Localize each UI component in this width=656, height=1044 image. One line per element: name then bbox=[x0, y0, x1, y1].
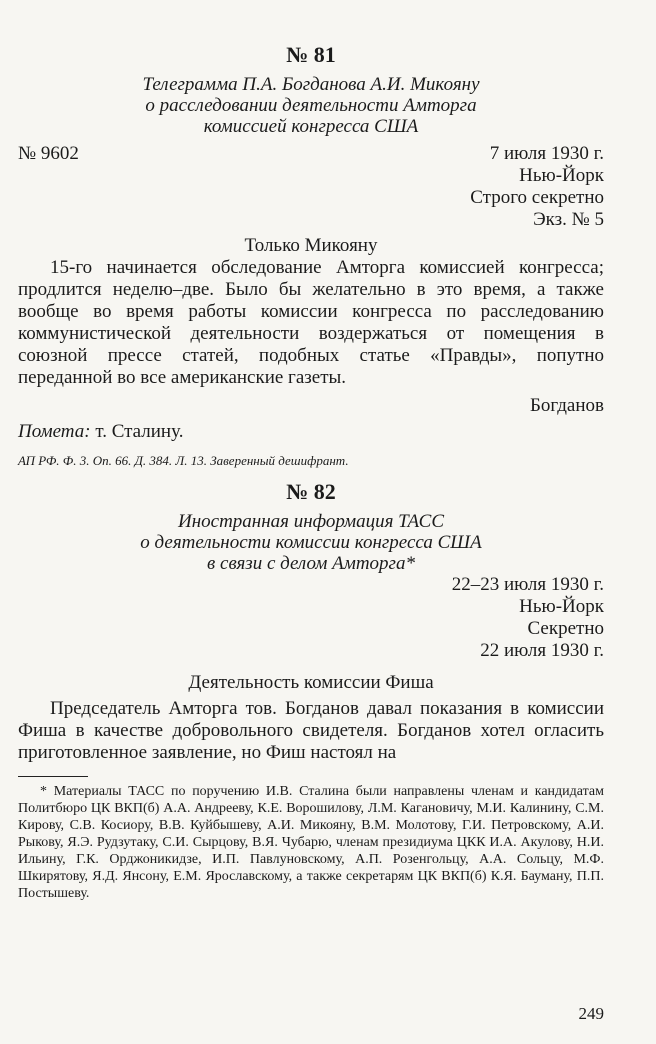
secrecy-label: Строго секретно bbox=[470, 187, 604, 208]
section-heading: Деятельность комиссии Фиша bbox=[188, 672, 434, 693]
document-title-81 bbox=[18, 74, 604, 137]
registration-number: № 9602 bbox=[18, 143, 79, 164]
pometa-text: т. Сталину. bbox=[90, 421, 184, 442]
title-line: о деятельности комиссии конгресса США bbox=[140, 532, 482, 553]
archive-source: АП РФ. Ф. 3. Оп. 66. Д. 384. Л. 13. Заверенный дешифрант. bbox=[18, 453, 349, 468]
tass-body: Председатель Амторга тов. Богданов давал показания в комиссии Фиша в качестве добровольного свидетеля. Богданов хотел огласить приготовленное заявление, но Фиш настоял на bbox=[18, 698, 604, 763]
addressee: Только Микояну bbox=[244, 235, 378, 256]
place: Нью-Йорк bbox=[519, 165, 604, 186]
page-number: 249 bbox=[578, 1004, 604, 1023]
pometa bbox=[18, 421, 604, 443]
document-page bbox=[18, 36, 604, 902]
title-line: комиссией конгресса США bbox=[203, 116, 419, 137]
copy-label: Экз. № 5 bbox=[533, 209, 604, 230]
pometa-label: Помета: bbox=[18, 421, 91, 442]
title-line: Иностранная информация ТАСС bbox=[177, 511, 444, 532]
document-title-82 bbox=[18, 511, 604, 574]
document-date: 7 июля 1930 г. bbox=[489, 143, 604, 164]
place: Нью-Йорк bbox=[519, 596, 604, 617]
title-line: Телеграмма П.А. Богданова А.И. Микояну bbox=[142, 74, 480, 95]
title-line: о расследовании деятельности Амторга bbox=[145, 95, 477, 116]
footnote: * Материалы ТАСС по поручению И.В. Сталина были направлены членам и кандидатам Политбюро ЦК ВКП(б) А.А. Андрееву, К.Е. Ворошилову, Л.М. Кагановичу, М.И. Калинину, С.М. Кирову, С.В. Косиору, В.В. Куйбышеву, А.И. Микояну, В.М. Молотову, Г.И. Петровскому, А.И. Рыкову, Я.Э. Рудзутаку, С.И. Сырцову, В.Я. Чубарю, членам президиума ЦКК И.А. Акулову, Н.И. Ильину, Г.К. Орджоникидзе, И.П. Павлуновскому, А.П. Розенгольцу, А.А. Сольцу, М.Ф. Шкирятову, Я.Д. Янсону, Е.М. Ярославскому, а также секретарям ЦК ВКП(б) К.Я. Бауману, П.П. Постышеву. bbox=[18, 784, 604, 901]
title-line: в связи с делом Амторга* bbox=[207, 553, 415, 574]
signature: Богданов bbox=[530, 395, 604, 416]
document-number-81: № 81 bbox=[286, 42, 336, 67]
document-date: 22 июля 1930 г. bbox=[480, 640, 604, 661]
header-row bbox=[18, 143, 604, 165]
secrecy-label: Секретно bbox=[527, 618, 604, 639]
footnote-divider bbox=[18, 776, 88, 777]
document-number-82: № 82 bbox=[286, 479, 336, 504]
telegram-body: 15-го начинается обследование Амторга комиссией конгресса; продлится неделю–две. Было бы желательно в это время, а также вообще во время работы комиссии конгресса по расследованию коммунистической деятельности воздержаться от помещения в союзной прессе статей, подобных статье «Правды», попутно переданной во все американские газеты. bbox=[18, 257, 604, 388]
date-range: 22–23 июля 1930 г. bbox=[451, 574, 604, 595]
